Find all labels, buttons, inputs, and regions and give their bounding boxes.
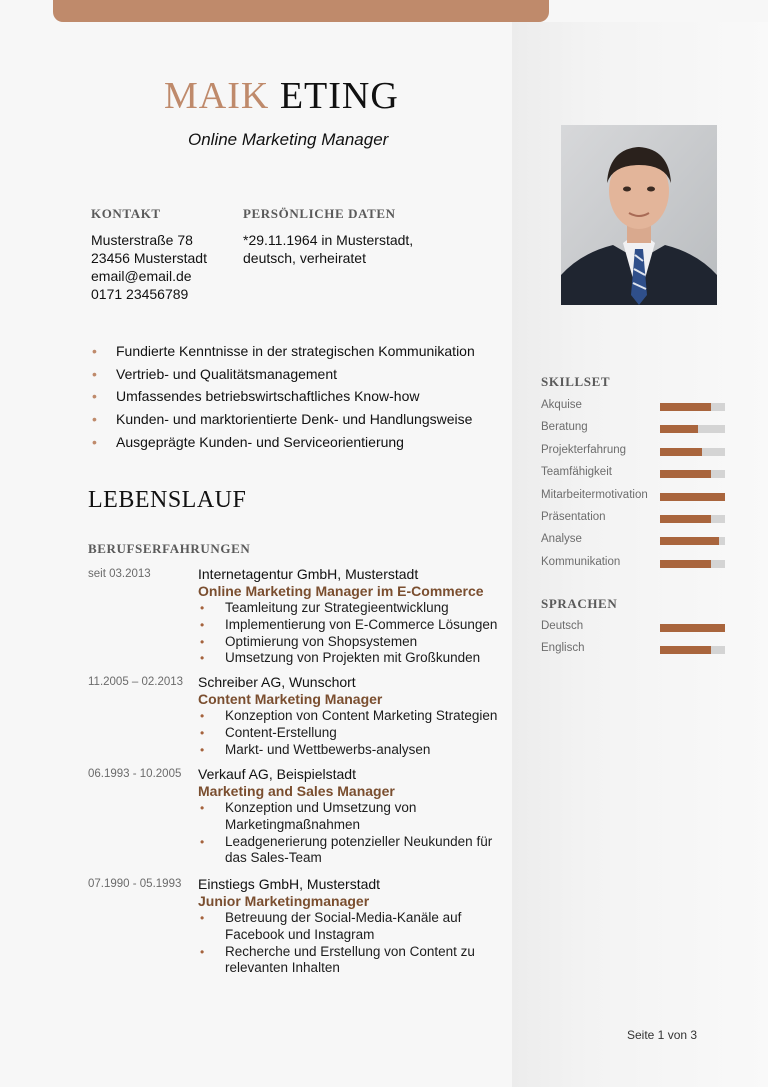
contact-heading: KONTAKT [91, 206, 161, 221]
skill-row [541, 511, 731, 527]
skill-bar-fill [660, 515, 711, 523]
skill-bar-fill [660, 448, 702, 456]
bullet-icon: • [200, 634, 205, 649]
skill-row [541, 444, 731, 460]
bullet-icon: • [200, 709, 205, 723]
list-item: • Content-Erstellung [200, 724, 337, 740]
job-date: 11.2005 – 02.2013 [88, 676, 184, 688]
bullet-icon: • [92, 388, 97, 405]
job-role: Online Marketing Manager im E-Commerce [198, 583, 484, 599]
skill-label: Englisch [541, 642, 585, 655]
job-company: Schreiber AG, Wunschort [198, 674, 356, 690]
job-company: Einstiegs GmbH, Musterstadt [198, 876, 381, 892]
skill-label: Deutsch [541, 620, 584, 632]
skill-row [541, 466, 731, 482]
experience-heading: BERUFSERFAHRUNGEN [88, 541, 251, 556]
job-company: Internetagentur GmbH, Musterstadt [198, 566, 419, 582]
skill-label: Projekterfahrung [541, 443, 627, 456]
contact-city: 23456 Musterstadt [91, 250, 207, 266]
skill-label: Präsentation [541, 511, 606, 523]
list-item: • Optimierung von Shopsystemen [200, 633, 418, 649]
bullet-icon: • [200, 725, 205, 740]
skill-bar-track [660, 560, 725, 568]
job-date: 06.1993 - 10.2005 [88, 768, 182, 780]
skill-bar-track [660, 425, 725, 433]
personal-status: deutsch, verheiratet [243, 250, 366, 266]
list-item: • Implementierung von E-Commerce Lösungen [200, 616, 498, 632]
bullet-icon: • [200, 944, 205, 959]
list-item: • Recherche und Erstellung von Content zu relevanten Inhalten [200, 943, 475, 976]
contact-email: email@email.de [91, 268, 192, 284]
job-bullets [200, 800, 500, 867]
list-item: • Teamleitung zur Strategieentwicklung [200, 600, 449, 615]
skill-bar-track [660, 624, 725, 632]
profile-photo [561, 125, 717, 305]
skill-label: Teamfähigkeit [541, 466, 612, 479]
job-bullets [200, 600, 515, 667]
skill-row [541, 489, 731, 505]
bullet-icon: • [92, 343, 97, 360]
skill-label: Analyse [541, 533, 582, 546]
job-role: Junior Marketingmanager [198, 893, 370, 909]
skill-bar-track [660, 646, 725, 654]
first-name: MAIK [164, 75, 270, 117]
job-title: Online Marketing Manager [188, 130, 389, 149]
job-date: seit 03.2013 [88, 568, 151, 580]
skill-bar-fill [660, 425, 698, 433]
languages-heading: SPRACHEN [541, 596, 618, 611]
list-item: • Konzeption von Content Marketing Strategien [200, 708, 498, 723]
applicant-name [164, 74, 399, 118]
list-item: • Betreuung der Social-Media-Kanäle auf Facebook und Instagram [200, 910, 462, 942]
job-company: Verkauf AG, Beispielstadt [198, 766, 356, 782]
skill-row [541, 620, 731, 636]
bullet-icon: • [200, 617, 205, 632]
list-item: • Fundierte Kenntnisse in der strategischen Kommunikation [92, 343, 475, 360]
bullet-icon: • [92, 433, 97, 450]
skill-label: Beratung [541, 421, 588, 434]
list-item: • Kunden- und marktorientierte Denk- und Handlungsweise [92, 411, 473, 428]
list-item: • Ausgeprägte Kunden- und Serviceorientierung [92, 433, 404, 450]
skill-bar-fill [660, 403, 711, 411]
list-item: • Konzeption und Umsetzung von Marketingmaßnahmen [200, 800, 417, 832]
cv-heading: LEBENSLAUF [88, 487, 247, 513]
highlights-list [92, 340, 475, 453]
skill-bar-track [660, 515, 725, 523]
bullet-icon: • [200, 601, 205, 615]
job-date: 07.1990 - 05.1993 [88, 878, 182, 890]
skill-bar-fill [660, 646, 711, 654]
job-bullets [200, 708, 515, 758]
bullet-icon: • [200, 834, 205, 849]
page-number: Seite 1 von 3 [627, 1028, 698, 1042]
contact-block [91, 231, 207, 303]
job-role: Marketing and Sales Manager [198, 783, 395, 799]
bullet-icon: • [92, 411, 97, 428]
personal-block [243, 231, 413, 267]
skill-bar-track [660, 448, 725, 456]
skillset-heading: SKILLSET [541, 374, 611, 389]
skill-label: Akquise [541, 399, 582, 411]
personal-birth: *29.11.1964 in Musterstadt, [243, 232, 414, 248]
skill-bar-track [660, 470, 725, 478]
skill-bar-track [660, 493, 725, 501]
list-item: • Leadgenerierung potenzieller Neukunden für das Sales-Team [200, 833, 493, 866]
skill-row [541, 642, 731, 658]
skill-bar-fill [660, 493, 725, 501]
skill-bar-fill [660, 624, 725, 632]
list-item: • Vertrieb- und Qualitätsmanagement [92, 365, 338, 382]
skill-row [541, 421, 731, 437]
skill-bar-fill [660, 470, 711, 478]
personal-heading: PERSÖNLICHE DATEN [243, 206, 396, 221]
bullet-icon: • [200, 742, 205, 757]
bullet-icon: • [200, 651, 205, 666]
job-bullets [200, 910, 490, 977]
skill-bar-track [660, 403, 725, 411]
contact-street: Musterstraße 78 [91, 232, 193, 248]
skill-row [541, 556, 731, 572]
skill-label: Mitarbeitermotivation [541, 488, 648, 501]
skill-bar-fill [660, 560, 711, 568]
bullet-icon: • [92, 365, 97, 382]
skill-row [541, 533, 731, 549]
last-name: ETING [279, 75, 399, 117]
skill-label: Kommunikation [541, 555, 621, 568]
bullet-icon: • [200, 911, 205, 925]
top-accent-bar [53, 0, 549, 22]
bullet-icon: • [200, 801, 205, 815]
skill-bar-fill [660, 537, 719, 545]
skill-bar-track [660, 537, 725, 545]
job-role: Content Marketing Manager [198, 691, 383, 707]
skill-row [541, 399, 731, 415]
list-item: • Markt- und Wettbewerbs-analysen [200, 741, 431, 757]
contact-phone: 0171 23456789 [91, 286, 189, 302]
list-item: • Umfassendes betriebswirtschaftliches Know-how [92, 388, 420, 405]
list-item: • Umsetzung von Projekten mit Großkunden [200, 650, 481, 666]
